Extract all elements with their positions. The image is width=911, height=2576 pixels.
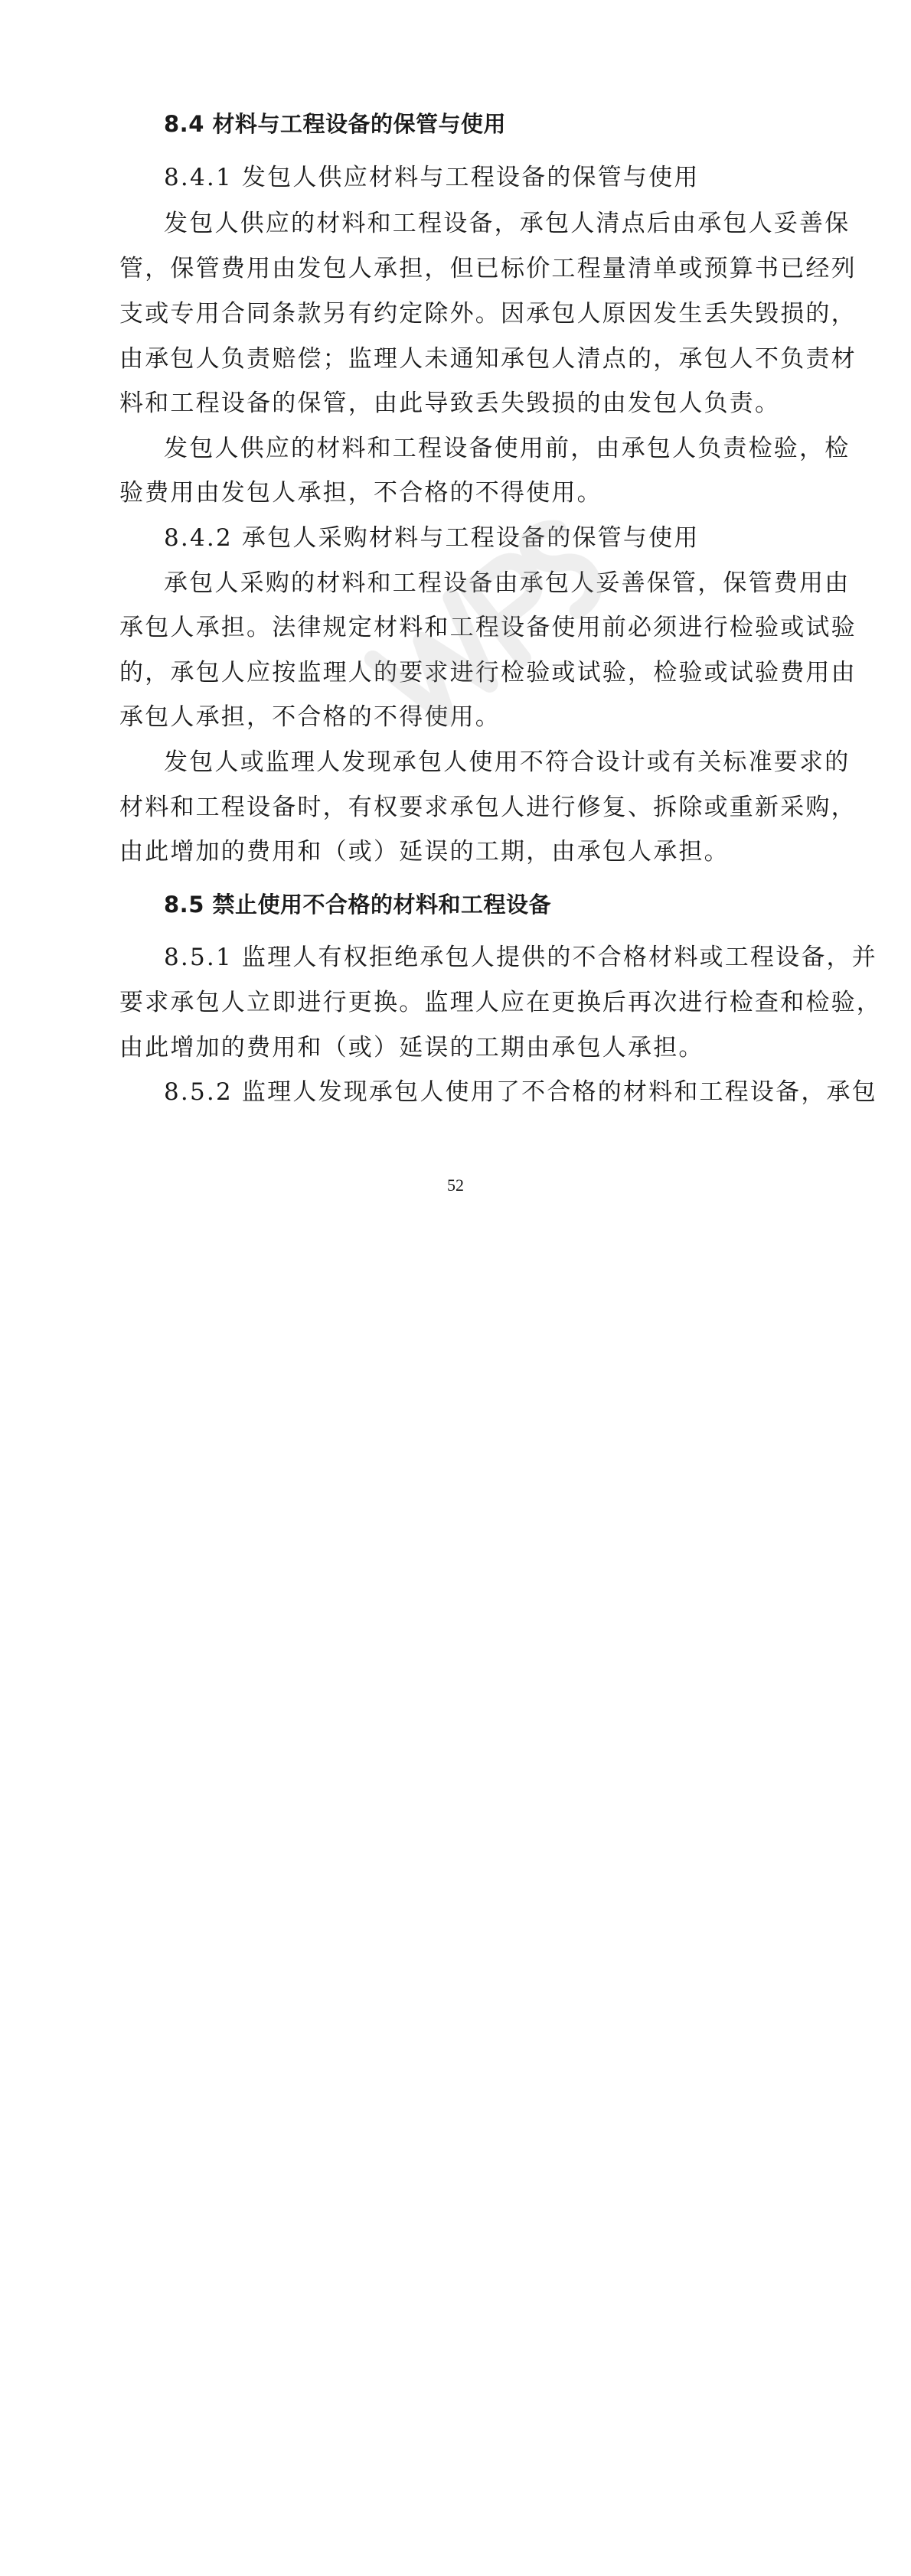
paragraph-line: 由承包人负责赔偿；监理人未通知承包人清点的，承包人不负责材 (119, 345, 857, 373)
page-number: 52 (447, 1176, 464, 1195)
paragraph-line: 要求承包人立即进行更换。监理人应在更换后再次进行检查和检验， (119, 989, 882, 1016)
paragraph-line: 8.5.2 监理人发现承包人使用了不合格的材料和工程设备，承包 (164, 1078, 877, 1106)
subsection-heading-8-4-2: 8.4.2 承包人采购材料与工程设备的保管与使用 (164, 524, 700, 552)
paragraph-line: 承包人采购的材料和工程设备由承包人妥善保管，保管费用由 (164, 569, 851, 597)
section-heading-8-4: 8.4 材料与工程设备的保管与使用 (164, 111, 506, 137)
paragraph-line: 发包人供应的材料和工程设备使用前，由承包人负责检验，检 (164, 435, 851, 462)
paragraph-line: 验费用由发包人承担，不合格的不得使用。 (119, 479, 602, 507)
paragraph-line: 承包人承担，不合格的不得使用。 (119, 703, 501, 731)
subsection-heading-8-4-1: 8.4.1 发包人供应材料与工程设备的保管与使用 (164, 164, 700, 191)
paragraph-line: 由此增加的费用和（或）延误的工期由承包人承担。 (119, 1034, 704, 1061)
paragraph-line: 材料和工程设备时，有权要求承包人进行修复、拆除或重新采购， (119, 794, 857, 821)
section-heading-8-5: 8.5 禁止使用不合格的材料和工程设备 (164, 892, 551, 918)
paragraph-line: 料和工程设备的保管，由此导致丢失毁损的由发包人负责。 (119, 390, 781, 417)
paragraph-line: 由此增加的费用和（或）延误的工期，由承包人承担。 (119, 838, 730, 866)
paragraph-line: 发包人或监理人发现承包人使用不符合设计或有关标准要求的 (164, 748, 851, 776)
paragraph-line: 支或专用合同条款另有约定除外。因承包人原因发生丢失毁损的， (119, 300, 857, 328)
paragraph-line: 的，承包人应按监理人的要求进行检验或试验，检验或试验费用由 (119, 659, 857, 686)
paragraph-line: 发包人供应的材料和工程设备，承包人清点后由承包人妥善保 (164, 210, 851, 237)
paragraph-line: 承包人承担。法律规定材料和工程设备使用前必须进行检验或试验 (119, 614, 857, 641)
paragraph-line: 8.5.1 监理人有权拒绝承包人提供的不合格材料或工程设备，并 (164, 944, 877, 971)
paragraph-line: 管，保管费用由发包人承担，但已标价工程量清单或预算书已经列 (119, 255, 857, 282)
